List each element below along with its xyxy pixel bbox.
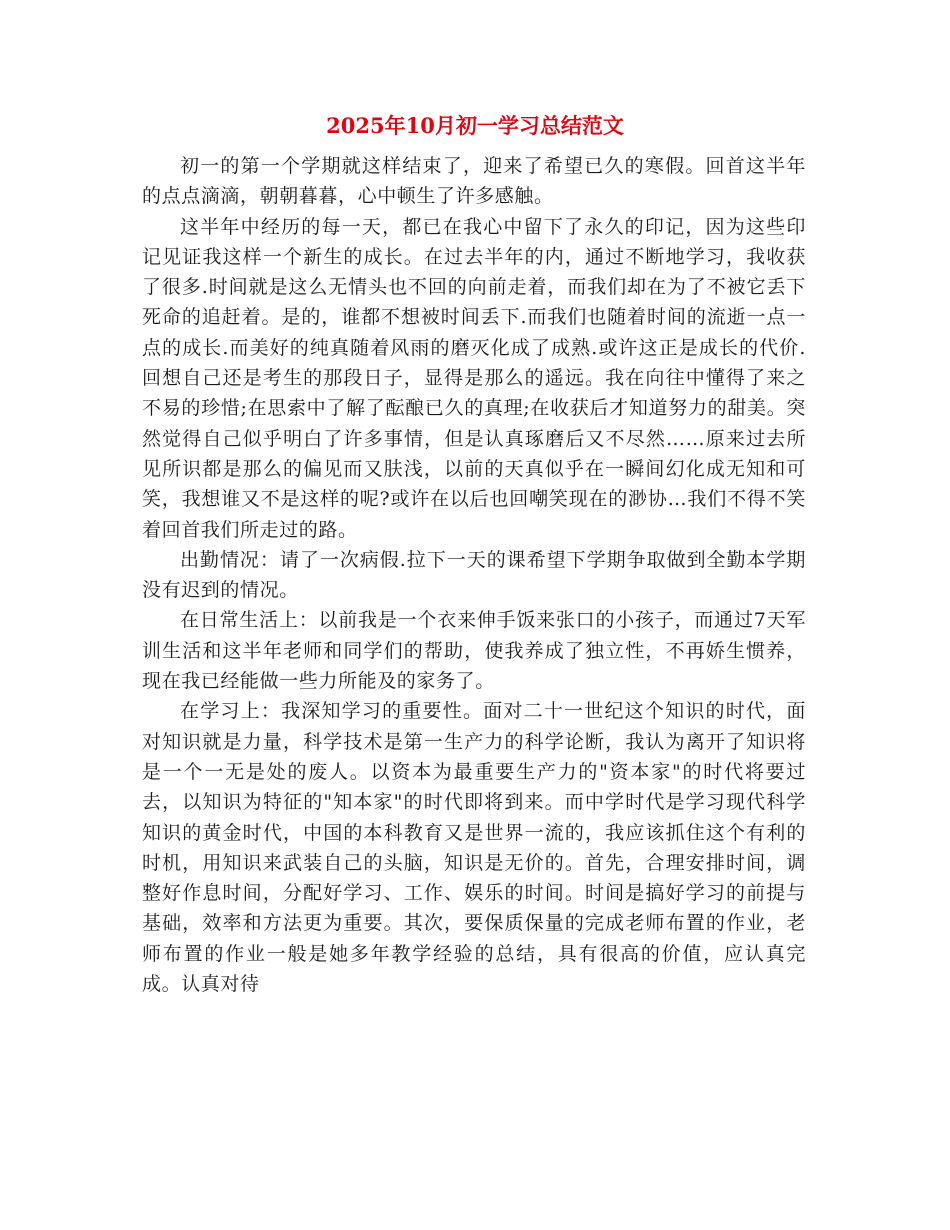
paragraph-attendance: 出勤情况：请了一次病假.拉下一天的课希望下学期争取做到全勤本学期没有迟到的情况。 bbox=[142, 548, 806, 602]
paragraph-intro: 初一的第一个学期就这样结束了，迎来了希望已久的寒假。回首这半年的点点滴滴，朝朝暮暮，心中顿生了许多感触。 bbox=[142, 155, 806, 208]
document-title: 2025年10月初一学习总结范文 bbox=[326, 113, 624, 138]
paragraph-growth: 这半年中经历的每一天，都已在我心中留下了永久的印记，因为这些印记见证我这样一个新生的成长。在过去半年的内，通过不断地学习，我收获了很多.时间就是这么无情头也不回的向前走着，而我们却在为了不被它丢下死命的追赶着。是的，谁都不想被时间丢下.而我们也随着时间的流逝一点一点的成长.而美好的纯真随着风雨的磨灭化成了成熟.或许这正是成长的代价.回想自己还是考生的那段日子，显得是那么的遥远。我在向往中懂得了来之不易的珍惜;在思索中了解了酝酿已久的真理;在收获后才知道努力的甜美。突然觉得自己似乎明白了许多事情，但是认真琢磨后又不尽然……原来过去所见所识都是那么的偏见而又肤浅，以前的天真似乎在一瞬间幻化成无知和可笑，我想谁又不是这样的呢?或许在以后也回嘲笑现在的渺协…我们不得不笑着回首我们所走过的路。 bbox=[142, 215, 806, 541]
paragraph-study: 在学习上：我深知学习的重要性。面对二十一世纪这个知识的时代，面对知识就是力量，科学技术是第一生产力的科学论断，我认为离开了知识将是一个一无是处的废人。以资本为最重要生产力的"资本家"的时代将要过去，以知识为特征的"知本家"的时代即将到来。而中学时代是学习现代科学知识的黄金时代，中国的本科教育又是世界一流的，我应该抓住这个有利的时机，用知识来武装自己的头脑，知识是无价的。首先，合理安排时间，调整好作息时间，分配好学习、工作、娱乐的时间。时间是搞好学习的前提与基础，效率和方法更为重要。其次，要保质保量的完成老师布置的作业，老师布置的作业一般是她多年教学经验的总结，具有很高的价值，应认真完成。认真对待 bbox=[142, 700, 806, 996]
paragraph-daily-life: 在日常生活上：以前我是一个衣来伸手饭来张口的小孩子，而通过7天军训生活和这半年老师和同学们的帮助，使我养成了独立性，不再娇生惯养，现在我已经能做一些力所能及的家务了。 bbox=[142, 609, 806, 693]
document-body bbox=[142, 151, 806, 999]
